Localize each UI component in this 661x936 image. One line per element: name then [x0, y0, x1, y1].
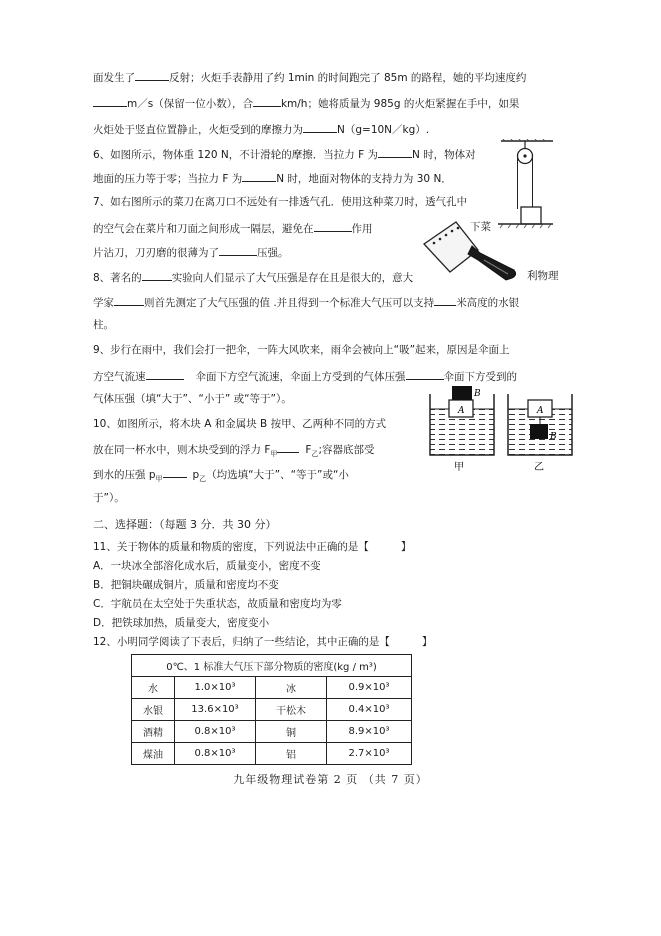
beaker-figures	[428, 382, 578, 474]
text-line	[93, 121, 429, 137]
table-cell: 铜	[256, 721, 327, 743]
question-7-line2	[93, 220, 373, 236]
question-8-line3	[93, 318, 114, 332]
knife-figure	[420, 220, 520, 282]
answer-blank[interactable]	[146, 368, 184, 380]
density-table	[131, 654, 412, 765]
text: 面发生了	[93, 72, 135, 84]
question-9-line1	[93, 343, 510, 357]
caption-jia: 甲	[454, 462, 464, 473]
text: 作用	[351, 223, 373, 235]
text: 8、著名的	[93, 272, 142, 284]
text: 放在同一杯水中，则木块受到的浮力 F	[93, 444, 271, 456]
text: 下菜	[470, 221, 491, 233]
text: N 时，地面对物体的支持力为 30 N．	[276, 173, 452, 185]
text: 学家	[93, 297, 114, 309]
table-header-row	[132, 655, 412, 677]
subscript: 甲	[270, 450, 278, 459]
table-title: 0℃、1 标准大气压下部分物质的密度(kg / m³)	[132, 655, 412, 677]
text: （均选填“大于”、“等于”或“小	[206, 469, 349, 481]
text: N 时，物体对	[411, 149, 476, 161]
text: 米高度的水银	[456, 297, 520, 309]
answer-blank[interactable]	[406, 368, 444, 380]
question-11-stem	[93, 540, 411, 554]
text: km/h；她将质量为 985g 的火炬紧握在手中，如果	[280, 98, 520, 110]
text: 7、如右图所示的菜刀在离刀口不远处有一排透气孔．使用这种菜刀时，透气孔中	[93, 196, 468, 208]
text: 压强。	[257, 247, 289, 259]
table-cell: 1.0×10³	[175, 677, 256, 699]
question-7-line3	[93, 244, 289, 260]
answer-blank[interactable]	[242, 170, 276, 182]
page-footer: 九年级物理试卷第 2 页 （共 7 页）	[233, 773, 428, 786]
question-10-line1	[93, 417, 386, 431]
text: 伞面下方受到的	[443, 371, 517, 383]
question-8-line2	[93, 294, 519, 310]
option-b[interactable]: B．把铜块碾成铜片，质量和密度均不变	[93, 579, 279, 591]
question-12-stem	[93, 635, 432, 649]
text: 片沾刀，刀刃磨的很薄为了	[93, 247, 219, 259]
question-8-line1	[93, 269, 413, 285]
question-6-line1	[93, 146, 476, 162]
answer-blank[interactable]	[277, 441, 299, 453]
text: 柱。	[93, 319, 114, 331]
option-a[interactable]: A．一块冰全部溶化成水后，质量变小，密度不变	[93, 560, 321, 572]
table-cell: 水	[132, 677, 175, 699]
text: 的空气会在菜片和刀面之间形成一隔层，避免在	[93, 223, 314, 235]
label-a: A	[458, 406, 465, 416]
block-b-jia	[452, 386, 472, 400]
text: 反射；火炬手表静用了约 1min 的时间跑完了 85m 的路程，她的平均速度约	[169, 72, 527, 84]
subscript: 甲	[155, 475, 163, 484]
text: 方空气流速	[93, 371, 146, 383]
text: 10、如图所示，将木块 A 和金属块 B 按甲、乙两种不同的方式	[93, 418, 387, 430]
subscript: 乙	[311, 450, 319, 459]
table-cell: 煤油	[132, 743, 175, 765]
text: 12、小明同学阅读了下表后，归纳了一些结论，其中正确的是【	[93, 636, 390, 648]
text: 】	[400, 541, 412, 553]
table-cell: 0.8×10³	[175, 743, 256, 765]
label-a: A	[537, 406, 544, 416]
answer-blank[interactable]	[253, 95, 281, 107]
table-cell: 水银	[132, 699, 175, 721]
text: 火炬处于竖直位置静止，火炬受到的摩擦力为	[93, 124, 303, 136]
text: 9、步行在雨中，我们会打一把伞，一阵大风吹来，雨伞会被向上“吸”起来，原因是伞面上	[93, 344, 510, 356]
text: ;容器底部受	[318, 444, 375, 456]
question-6-line2	[93, 170, 452, 186]
text: 气体压强（填“大于”、“小于” 或“等于”）。	[93, 393, 292, 405]
text: 地面的压力等于零；当拉力 F 为	[93, 173, 243, 185]
block-b-yi	[530, 424, 548, 439]
caption-yi: 乙	[534, 462, 544, 473]
question-7-line1	[93, 195, 467, 209]
table-cell: 0.4×10³	[327, 699, 412, 721]
text: p	[192, 469, 200, 481]
question-9-line3	[93, 392, 292, 406]
question-10-line4	[93, 491, 125, 505]
text: 6、如图所示，物体重 120 N，不计滑轮的摩擦．当拉力 F 为	[93, 149, 378, 161]
answer-blank[interactable]	[142, 269, 172, 281]
answer-blank[interactable]	[114, 294, 144, 306]
label-b: B	[550, 432, 557, 442]
table-cell: 0.8×10³	[175, 721, 256, 743]
text: 伞面下方空气流速，伞面上方受到的气体压强	[195, 371, 406, 383]
answer-blank[interactable]	[303, 121, 337, 133]
text: 到水的压强 p	[93, 469, 156, 481]
table-row	[132, 743, 412, 765]
text: 实验向人们显示了大气压强是存在且是很大的，意大	[171, 272, 414, 284]
table-cell: 铝	[256, 743, 327, 765]
table-cell: 冰	[256, 677, 327, 699]
text: 利物理	[527, 270, 559, 282]
text: 则首先测定了大气压强的值 .并且得到一个标准大气压可以支持	[144, 297, 435, 309]
table-cell: 2.7×10³	[327, 743, 412, 765]
table-row	[132, 721, 412, 743]
answer-blank[interactable]	[219, 244, 257, 256]
text: m／s（保留一位小数），合	[127, 98, 253, 110]
answer-blank[interactable]	[434, 294, 456, 306]
pulley-figure	[495, 139, 555, 231]
table-row	[132, 699, 412, 721]
answer-blank[interactable]	[378, 146, 412, 158]
table-cell: 酒精	[132, 721, 175, 743]
subscript: 乙	[199, 475, 207, 484]
question-10-line3	[93, 466, 349, 486]
option-c[interactable]: C．宇航员在太空处于失重状态，故质量和密度均为零	[93, 598, 342, 610]
answer-blank[interactable]	[163, 466, 187, 478]
section-heading: 二、选择题：（每题 3 分．共 30 分）	[93, 518, 277, 531]
table-cell: 8.9×10³	[327, 721, 412, 743]
answer-blank[interactable]	[314, 220, 352, 232]
label-b: B	[474, 389, 481, 399]
text: N（g=10N／kg）.	[337, 124, 430, 136]
text: F	[305, 444, 312, 456]
text-line	[93, 95, 519, 111]
text: 11、关于物体的质量和物质的密度，下列说法中正确的是【	[93, 541, 369, 553]
table-cell: 0.9×10³	[327, 677, 412, 699]
question-10-line2	[93, 441, 374, 461]
option-d[interactable]: D．把铁球加热，质量变大，密度变小	[93, 617, 270, 629]
text: 】	[421, 636, 433, 648]
table-cell: 干松木	[256, 699, 327, 721]
table-row	[132, 677, 412, 699]
text-line	[93, 69, 526, 85]
table-cell: 13.6×10³	[175, 699, 256, 721]
text: 于”）。	[93, 492, 125, 504]
question-8-line1-end	[527, 269, 559, 283]
answer-blank[interactable]	[93, 95, 127, 107]
answer-blank[interactable]	[135, 69, 169, 81]
